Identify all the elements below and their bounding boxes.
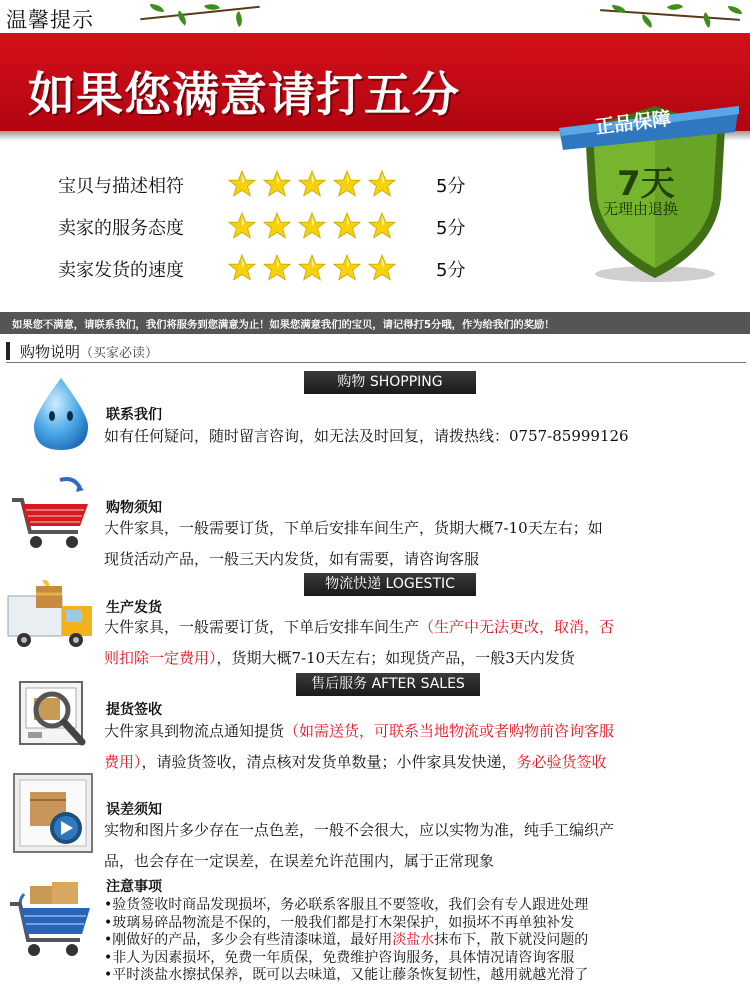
production-body — [104, 612, 724, 674]
note-item-2: •玻璃易碎品物流是不保的，一般我们都是打木架保护，如损坏不再单独补发 — [104, 914, 575, 931]
color-diff-title: 误差须知 — [106, 802, 162, 818]
star-icon — [228, 254, 256, 282]
purchase-line-1: 大件家具，一般需要订货，下单后安排车间生产，货期大概7-10天左右；如 — [104, 519, 603, 537]
star-icon — [333, 170, 361, 198]
note-item-3-a: •刚做好的产品，多少会有些清漆味道，最好用 — [104, 932, 393, 948]
leaf-icon — [667, 0, 683, 14]
leaf-icon — [232, 11, 246, 27]
cart-boxes-icon — [6, 880, 98, 962]
contact-title: 联系我们 — [106, 407, 162, 423]
production-text-2: ，货期大概7-10天左右；如现货产品，一般3天内发货 — [216, 649, 575, 667]
star-icon — [368, 254, 396, 282]
rating-row — [58, 212, 478, 242]
pickup-line-1 — [104, 716, 724, 747]
pickup-warning-3: 务必验货签收 — [516, 753, 607, 771]
pickup-text-1: 大件家具到物流点通知提货 — [104, 722, 285, 740]
production-warning-2: 则扣除一定费用） — [104, 649, 217, 667]
rating-score: 5分 — [436, 218, 466, 239]
star-icon — [333, 212, 361, 240]
production-line-2 — [104, 643, 724, 674]
rating-score: 5分 — [436, 176, 466, 197]
package-inspect-icon — [14, 676, 94, 756]
star-icon — [298, 212, 326, 240]
note-item-3 — [104, 932, 744, 950]
pickup-title: 提货签收 — [106, 702, 162, 718]
contact-body — [104, 421, 724, 452]
shield-icon — [555, 88, 745, 288]
section-subtitle: （买家必读） — [80, 346, 159, 361]
chat-bubble-icon — [26, 374, 96, 454]
rating-label: 宝贝与描述相符 — [58, 176, 184, 197]
star-icon — [333, 254, 361, 282]
purchase-line-2: 现货活动产品，一般三天内发货，如有需要，请咨询客服 — [104, 550, 480, 568]
contact-text: 如有任何疑问，随时留言咨询，如无法及时回复，请拨热线：0757-85999126 — [104, 427, 629, 445]
notice-bar — [0, 312, 750, 334]
purchase-title: 购物须知 — [106, 500, 162, 516]
banner-headline: 如果您满意请打五分 — [28, 68, 460, 123]
star-icon — [368, 170, 396, 198]
pill-logistics: 物流快递 LOGESTIC — [304, 573, 476, 596]
purchase-body — [104, 513, 724, 575]
star-icon — [298, 170, 326, 198]
note-item-3-highlight: 淡盐水 — [392, 932, 435, 948]
shopping-cart-icon — [8, 474, 98, 554]
delivery-truck-icon — [6, 580, 98, 654]
shield-subtext: 无理由退换 — [603, 200, 679, 218]
star-icon — [368, 212, 396, 240]
production-warning-1: （生产中无法更改，取消，否 — [419, 618, 615, 636]
rating-label: 卖家的服务态度 — [58, 218, 184, 239]
pill-after-sales: 售后服务 AFTER SALES — [296, 673, 480, 696]
shield-ribbon-text: 正品保障 — [594, 107, 673, 139]
pickup-warning-2: 费用） — [104, 753, 142, 771]
note-item-3-b: 抹布下，散下就没问题的 — [434, 932, 589, 948]
section-marker — [6, 342, 10, 360]
notes-title: 注意事项 — [106, 879, 162, 895]
pickup-body — [104, 716, 724, 778]
pickup-text-2: ，请验货签收，清点核对发货单数量；小件家具发快递， — [141, 753, 517, 771]
note-item-5: •平时淡盐水擦拭保养，既可以去味道，又能让藤条恢复韧性，越用就越光滑了 — [104, 967, 589, 983]
leaf-icon — [699, 12, 714, 28]
note-item-1: •验货签收时商品发现损坏，务必联系客服且不要签收，我们会有专人跟进处理 — [104, 897, 589, 913]
star-icon — [263, 212, 291, 240]
rating-stars — [228, 170, 398, 198]
section-title — [20, 341, 158, 362]
notice-text: 如果您不满意，请联系我们，我们将服务到您满意为止！如果您满意我们的宝贝，请记得打5分哦，作为给我们的奖励！ — [12, 319, 555, 331]
pickup-warning-1: （如需送货，可联系当地物流或者购物前咨询客服 — [284, 722, 615, 740]
section-header — [6, 340, 746, 363]
star-icon — [228, 170, 256, 198]
rating-row — [58, 170, 478, 200]
rating-score: 5分 — [436, 260, 466, 281]
note-item-4: •非人为因素损坏，免费一年质保，免费维护咨询服务，具体情况请咨询客服 — [104, 949, 575, 966]
rating-stars — [228, 212, 398, 240]
production-title: 生产发货 — [106, 600, 162, 616]
leaf-icon — [728, 6, 742, 14]
section-title-main: 购物说明 — [20, 343, 81, 361]
rating-stars — [228, 254, 398, 282]
rating-label: 卖家发货的速度 — [58, 260, 184, 281]
star-icon — [263, 254, 291, 282]
rating-row — [58, 254, 478, 284]
shield-days: 7天 — [617, 164, 675, 204]
color-diff-body — [104, 815, 724, 877]
production-text-1: 大件家具，一般需要订货，下单后安排车间生产 — [104, 618, 420, 636]
top-strip — [0, 0, 750, 33]
tip-title: 温馨提示 — [6, 8, 94, 32]
pill-shopping: 购物 SHOPPING — [304, 371, 476, 394]
leaf-icon — [639, 14, 655, 28]
pickup-line-2 — [104, 747, 724, 778]
box-play-icon — [10, 770, 96, 856]
notes-list — [104, 897, 744, 985]
leaf-icon — [150, 4, 164, 12]
color-diff-line-2: 品，也会存在一定误差，在误差允许范围内，属于正常现象 — [104, 852, 495, 870]
star-icon — [263, 170, 291, 198]
star-icon — [298, 254, 326, 282]
production-line-1 — [104, 612, 724, 643]
color-diff-line-1: 实物和图片多少存在一点色差，一般不会很大，应以实物为准，纯手工编织产 — [104, 821, 615, 839]
star-icon — [228, 212, 256, 240]
